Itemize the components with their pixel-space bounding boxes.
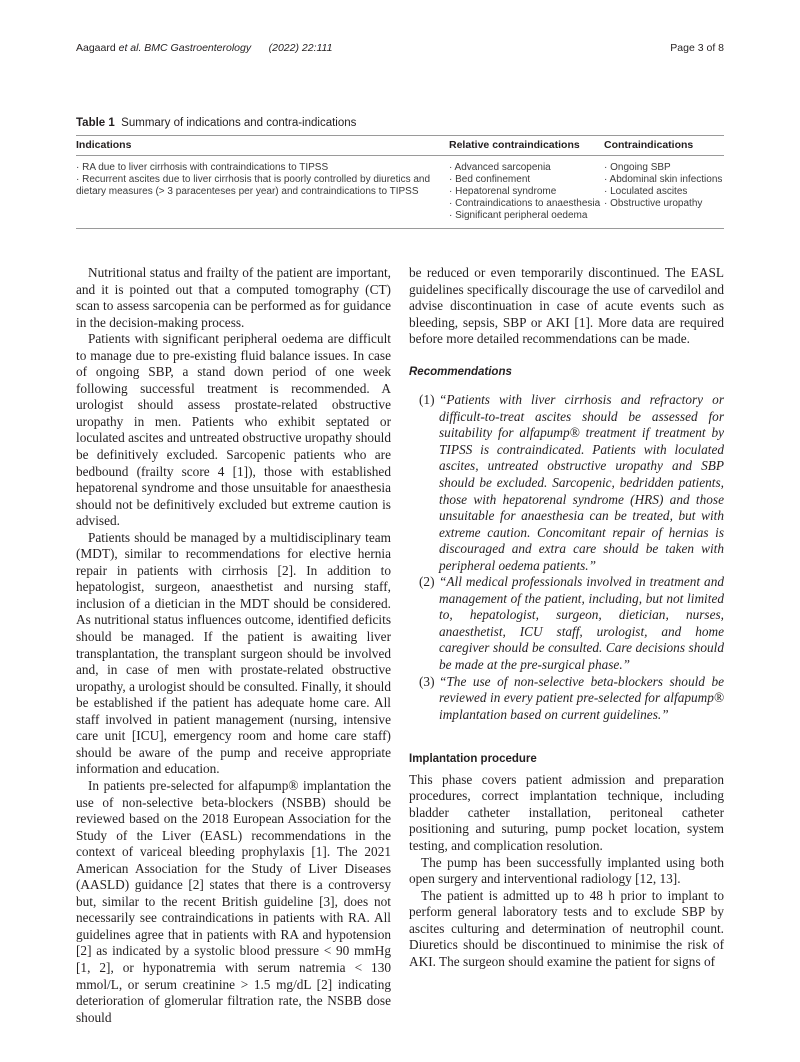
list-item-number: (2)	[419, 574, 435, 590]
right-column	[409, 265, 724, 970]
header-journal: et al. BMC Gastroenterology	[118, 42, 252, 54]
recommendations-list	[409, 392, 724, 723]
table-bottom-rule	[76, 228, 724, 229]
section-heading-implantation: Implantation procedure	[409, 753, 537, 766]
table-1	[76, 117, 724, 229]
table-caption-text: Summary of indications and contra-indications	[121, 117, 357, 129]
section-heading-recommendations: Recommendations	[409, 365, 512, 378]
paragraph: be reduced or even temporarily discontinued. The EASL guidelines specifically discourage the use of carvedilol and advise discontinuation in case of acute events such as bleeding, sepsis, SBP or AKI [1]. More data are required before more detailed recommendations can be made.	[409, 265, 724, 347]
left-column	[76, 265, 391, 1026]
paragraph: Patients should be managed by a multidisciplinary team (MDT), similar to recommendations for elective hernia repair in patients with cirrhosis [2]. In addition to hepatologist, surgeon, anaesthetist and nursing staff, inclusion of a dietician in the MDT should be considered. As nutritional status influences outcome, identified deficits should be managed. If the patient is awaiting liver transplantation, the transplant surgeon should be involved and, in case of men with prostate-related obstructive uropathy, a urologist should be consulted. Finally, it should be established if the patient has adequate home care. All staff involved in patient management (nursing, intensive care unit [ICU], emergency room and home care staff) should be aware of the pump and receive appropriate information and education.	[76, 529, 391, 777]
table-header-relative: Relative contraindications	[449, 139, 580, 151]
table-header-row	[76, 136, 724, 155]
paragraph: Patients with significant peripheral oedema are difficult to manage due to pre-existing fluid balance issues. In case of ongoing SBP, a stand down period of one week following successful treatment is recommended. A urologist should assess prostate-related obstructive uropathy in men. Patients who exhibit septated or loculated ascites and untreated obstructive uropathy should be definitively excluded. Sarcopenic patients who are bedbound (frailty score 4 [1]), those with established hepatorenal syndrome and those unsuitable for anaesthesia should not be definitively excluded but extreme caution is advised.	[76, 331, 391, 529]
page-number: Page 3 of 8	[670, 42, 724, 54]
header-authors: Aagaard	[76, 42, 119, 54]
table-row	[76, 156, 724, 228]
paragraph: The pump has been successfully implanted using both open surgery and interventional radiology [12, 13].	[409, 854, 724, 887]
paragraph: Nutritional status and frailty of the patient are important, and it is pointed out that a computed tomography (CT) scan to assess sarcopenia can be performed as for guidance in the decision-making process.	[76, 265, 391, 330]
list-item	[409, 392, 724, 574]
table-cell-contra: · Ongoing SBP · Abdominal skin infections · Loculated ascites · Obstructive uropathy	[604, 162, 723, 209]
header-year-volume: (2022) 22:111	[268, 42, 333, 54]
paragraph: The patient is admitted up to 48 h prior to implant to perform general laboratory tests and to exclude SBP by ascites culturing and determination of neutrophil count. Diuretics should be discontinued to minimise the risk of AKI. The surgeon should examine the patient for signs of	[409, 887, 724, 969]
list-item-number: (3)	[419, 673, 435, 689]
table-label: Table 1	[76, 117, 115, 129]
table-header-indications: Indications	[76, 139, 132, 151]
running-header-citation	[76, 42, 332, 54]
paragraph: This phase covers patient admission and preparation procedures, correct implantation technique, including bladder catheter installation, peritoneal catheter positioning and suturing, pump pocket location, system testing, and complication resolution.	[409, 771, 724, 853]
table-header-contra: Contraindications	[604, 139, 694, 151]
list-item-text: “Patients with liver cirrhosis and refractory or difficult-to-treat ascites should be assessed for suitability for alfapump® treatment if treatment by TIPSS is contraindicated. Patients with loculated ascites, untreated obstructive uropathy and SBP should be excluded. Sarcopenic, bedridden patients, those with hepatorenal syndrome (HRS) and those unsuitable for anaesthesia can be treated, but with extreme caution. Concomitant repair of hernias is discouraged and extra care should be taken with peripheral oedema patients.”	[439, 392, 724, 573]
list-item-text: “All medical professionals involved in treatment and management of the patient, including, but not limited to, hepatologist, surgeon, dietician, nurses, anaesthetist, ICU staff, urologist, and home caregiver should be consulted. Care decisions should be made at the pre-surgical phase.”	[439, 574, 724, 673]
list-item	[409, 574, 724, 673]
table-caption	[76, 117, 724, 129]
table-cell-indications: · RA due to liver cirrhosis with contraindications to TIPSS · Recurrent ascites due to liver cirrhosis that is poorly controlled by diuretics and dietary measures (> 3 paracenteses per year) and contraindications to TIPSS	[76, 162, 431, 197]
list-item	[409, 674, 724, 724]
list-item-number: (1)	[419, 392, 435, 408]
list-item-text: “The use of non-selective beta-blockers should be reviewed in every patient pre-selected for alfapump® implantation based on current guidelines.”	[439, 673, 724, 722]
table-cell-relative: · Advanced sarcopenia · Bed confinement · Hepatorenal syndrome · Contraindications to anaesthesia · Significant peripheral oedema	[449, 162, 601, 221]
paragraph: In patients pre-selected for alfapump® implantation the use of non-selective beta-blockers (NSBB) should be reviewed based on the 2018 European Association for the Study of the Liver (EASL) recommendations in the context of variceal bleeding prophylaxis [1]. The 2021 American Association for the Study of Liver Diseases (AASLD) guidance [2] states that there is a controversy but, similar to the recent British guideline [3], does not necessarily see contraindications in patients with RA. All guidelines agree that in patients with RA and hypotension [2] as indicated by a systolic blood pressure < 90 mmHg [1, 2], or hyponatremia with serum natremia < 130 mmol/L, or serum creatinine > 1.5 mg/dL [2] indicating deterioration of glomerular filtration rate, the NSBB dose should	[76, 777, 391, 1025]
